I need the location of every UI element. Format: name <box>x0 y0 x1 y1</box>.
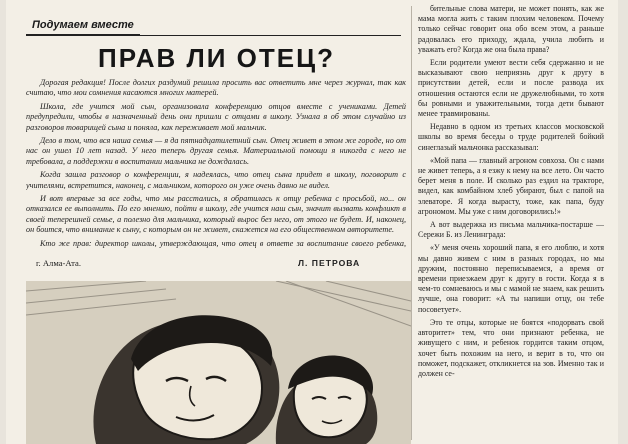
father-son-illustration <box>26 281 411 444</box>
article-paragraph: бительные слова матери, не может понять, как же мама могла жить с таким плохим человеком. Почему только сейчас говорит она обо всем этом, а раньше радовалась его приходу, ждала, учила любить и уважать его? Когда же она была права? <box>418 4 604 54</box>
letter-place: г. Алма-Ата. <box>36 258 82 268</box>
letter-column <box>26 78 406 248</box>
article-paragraph: Если родители умеют вести себя сдержанно и не высказывают свою неприязнь друг к другу в присутствии детей, если и после развода их отношения остаются если не дружелюбными, то хотя бы ровными и уважительными, тогда дети бывают менее травмированы. <box>418 58 604 119</box>
magazine-page <box>6 0 618 444</box>
column-divider <box>411 6 412 440</box>
article-paragraph: Недавно в одном из третьих классов московской школы во время беседы о труде родителей бойкий синеглазый мальчонка рассказывал: <box>418 122 604 152</box>
letter-paragraph: Кто же прав: директор школы, утверждающая, что отец в ответе за воспитание своего ребенка, <box>40 238 406 248</box>
rubric-rule <box>26 35 401 36</box>
article-paragraph: «У меня очень хороший папа, я его люблю, и хотя мы давно живем с ним в разных городах, но мы дружим, постоянно переписываемся, а время от времени приезжаем друг к другу в гости. Когда я в чем-то сомневаюсь и мы с мамой не знаем, как решить лучше, она говорит: «А ты напиши отцу, он тебе посоветует». <box>418 243 604 314</box>
headline: ПРАВ ЛИ ОТЕЦ? <box>98 43 335 73</box>
letter-author: Л. ПЕТРОВА <box>298 258 361 268</box>
letter-paragraph: Когда зашла разговор о конференции, я надеялась, что отец сына придет в школу, поговорит с учителями, встретится, наконец, с мальчиком, которого он уже очень давно не видел. <box>26 170 406 190</box>
article-paragraph: А вот выдержка из письма мальчика-постарше — Сережи Б. из Ленинграда: <box>418 220 604 240</box>
letter-paragraph: Дело в том, что вся наша семья — я да пятнадцатилетний сын. Отец живет в этом же городе, но от нас он ушел 10 лет назад. У него теперь другая семья. Материальной помощи я никогда с него не требовала, а поддержки в воспитании мальчика не дождалась. <box>26 136 406 166</box>
letter-paragraph: Школа, где учится мой сын, организовала конференцию отцов вместе с учениками. Детей предупредили, чтобы в назначенный день они пришли с отцами в школу. Узнала я об этом случайно из разговоров товарищей сына и поняла, как переживает мой мальчик. <box>26 101 406 132</box>
article-column <box>418 4 604 440</box>
letter-paragraph: И вот впервые за все годы, что мы расстались, я обратилась к отцу ребенка с просьбой, но... он отказался ее выполнить. По его мнению, пойти в школу, где учится наш сын, значит вызвать конфликт в своей теперешней семье, а полезно для мальчика, который вырос без него, от этого не будет. И, наконец, он боится, что внимание к сыну, с которым он не живет, скажется на его общественном авторитете. <box>26 194 406 235</box>
article-paragraph: Это те отцы, которые не боятся «подорвать свой авторитет» тем, что они признают ребенка, не живущего с ним, и ребенок гордится таким отцом, хочет быть похожим на него, и верит в то, что он поможет, подскажет, откликнется на зов. Именно так и должен се- <box>418 317 604 378</box>
letter-paragraph: Дорогая редакция! После долгих раздумий решила просить вас ответить мне через журнал, так как считаю, что мои сомнения касаются многих матерей. <box>26 78 406 98</box>
rubric-label: Подумаем вместе <box>26 19 140 35</box>
article-paragraph: «Мой папа — главный агроном совхоза. Он с нами не живет теперь, а я езжу к нему на все лето. Он часто берет меня в поле. И сколько раз ездил на тракторе, видел, как комбайном хлеб убирают, был с папой на элеваторе. Я когда вырасту, тоже, как папа, буду агрономом. Мы уже с ним договорились!» <box>418 155 604 216</box>
